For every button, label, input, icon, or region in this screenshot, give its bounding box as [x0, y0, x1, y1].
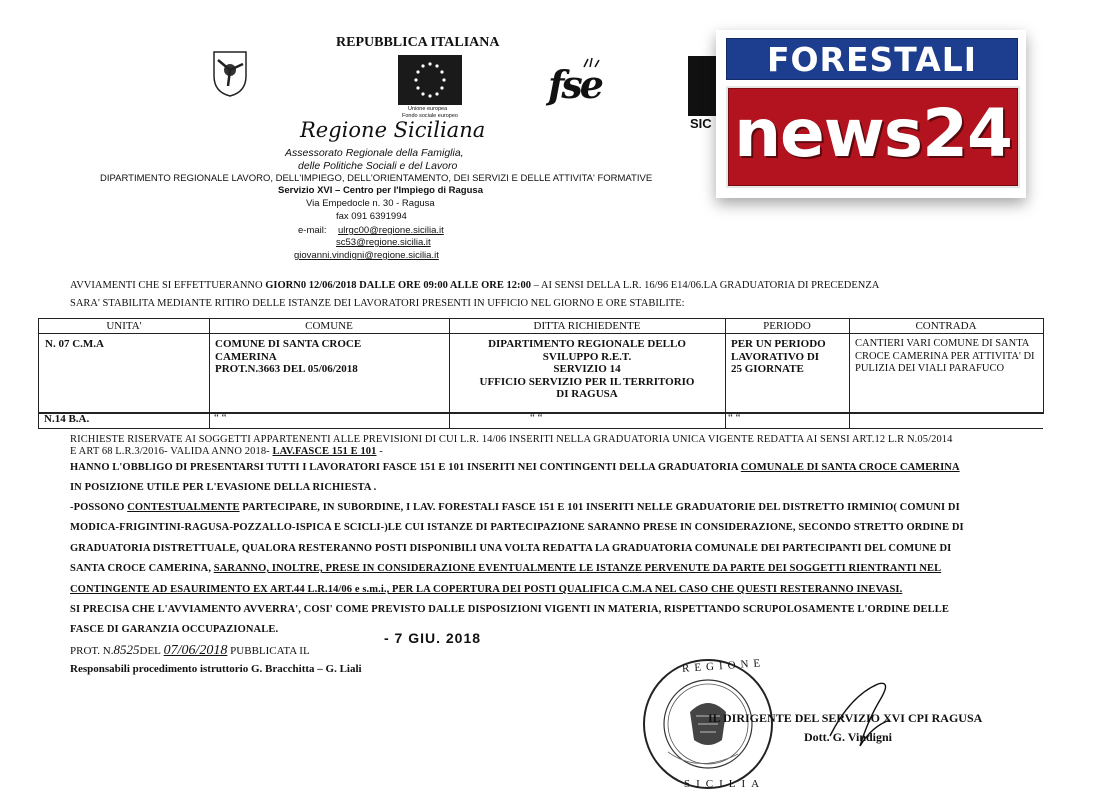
row1-ditta	[449, 338, 725, 401]
eu-caption-2: Fondo sociale europeo	[402, 113, 458, 119]
body-line-8	[70, 563, 941, 574]
republic-title: REPUBBLICA ITALIANA	[336, 35, 500, 50]
row2-ditta: “ “	[530, 412, 543, 424]
protocol-line	[70, 642, 310, 659]
body-line-3	[70, 462, 960, 473]
row1-ditta-l5: DI RAGUSA	[556, 388, 618, 400]
row2-periodo: “ “	[728, 412, 741, 424]
director-name: Dott. G. Vindigni	[804, 730, 893, 744]
row1-comune-l2: CAMERINA	[215, 350, 277, 363]
forestali-news24-logo	[716, 30, 1026, 198]
intro-post: – AI SENSI DELLA L.R. 16/96 E14/06.LA GRADUATORIA DI PRECEDENZA	[530, 280, 880, 291]
row1-periodo	[731, 338, 826, 376]
body-line-7: GRADUATORIA DISTRETTUALE, QUALORA RESTERANNO POSTI DISPONIBILI UNA VOLTA REDATTA LA GRADUATORIA COMUNALE DEI PARTECIPANTI DEL COMUNE DI	[70, 543, 952, 554]
address-line: Via Empedocle n. 30 - Ragusa	[306, 198, 435, 209]
protocol-published: PUBBLICATA IL	[230, 645, 310, 657]
email-link-1[interactable]: ulrgc00@regione.sicilia.it	[338, 225, 444, 236]
director-title: IL DIRIGENTE DEL SERVIZIO XVI CPI RAGUSA	[708, 711, 983, 725]
assignments-table	[38, 318, 1044, 414]
body-line-3-pre: HANNO L'OBBLIGO DI PRESENTARSI TUTTI I LAVORATORI FASCE 151 E 101 INSERITI NEI CONTINGENTI DELLA GRADUATORIA	[70, 462, 741, 473]
row1-ditta-l1: DIPARTIMENTO REGIONALE DELLO	[488, 338, 686, 350]
eu-caption-1: Unione europea	[408, 106, 448, 112]
body-line-5-post: PARTECIPARE, IN SUBORDINE, I LAV. FORESTALI FASCE 151 E 101 INSERITI NELLE GRADUATORIE DEL DISTRETTO IRMINIO( COMUNI DI	[239, 502, 960, 513]
header-periodo: PERIODO	[763, 320, 811, 332]
intro-date-time: GIORN0 12/06/2018 DALLE ORE 09:00 ALLE ORE 12:00	[265, 280, 531, 291]
body-line-5-contestualmente: CONTESTUALMENTE	[127, 502, 240, 513]
row1-comune-l3: PROT.N.3663 DEL 05/06/2018	[215, 363, 358, 375]
row1-contrada	[855, 338, 1035, 376]
body-line-11: FASCE DI GARANZIA OCCUPAZIONALE.	[70, 624, 279, 635]
row2-comune: “ “	[214, 412, 227, 424]
body-line-4: IN POSIZIONE UTILE PER L'EVASIONE DELLA RICHIESTA .	[70, 482, 377, 493]
assessorato-line-1: Assessorato Regionale della Famiglia,	[285, 147, 464, 159]
email-link-3[interactable]: giovanni.vindigni@regione.sicilia.it	[294, 250, 439, 261]
row1-unita: N. 07 C.M.A	[45, 338, 104, 350]
body-line-6: MODICA-FRIGINTINI-RAGUSA-POZZALLO-ISPICA E SCICLI-)LE CUI ISTANZE DI PARTECIPAZIONE SARANNO PRESE IN CONSIDERAZIONE, SECONDO STRETTO ORDINE DI	[70, 522, 964, 533]
seal-bottom-text: SICILIA	[684, 778, 766, 790]
header-comune: COMUNE	[305, 320, 353, 332]
email-label: e-mail:	[298, 225, 327, 236]
row2-unita: N.14 B.A.	[44, 413, 90, 425]
body-line-8-underlined: SARANNO, INOLTRE, PRESE IN CONSIDERAZIONE EVENTUALMENTE LE ISTANZE PERVENUTE DA PARTE DEI SOGGETTI RIENTRANTI NEL	[213, 563, 942, 574]
header-unita: UNITA'	[106, 320, 142, 332]
header-ditta: DITTA RICHIEDENTE	[533, 320, 641, 332]
body-line-9: CONTINGENTE AD ESAURIMENTO EX ART.44 L.R.14/06 e s.m.i., PER LA COPERTURA DEI POSTI QUALIFICA C.M.A NEL CASO CHE QUESTI RESTERANNO INEVASI.	[70, 584, 903, 595]
seal-top-text: REGIONE	[681, 657, 766, 675]
email-link-2[interactable]: sc53@regione.sicilia.it	[336, 237, 431, 248]
body-line-10: SI PRECISA CHE L'AVVIAMENTO AVVERRA', COSI' COME PREVISTO DALLE DISPOSIZIONI VIGENTI IN MATERIA, RISPETTANDO SCRUPOLOSAMENTE L'ORDINE DELLE	[70, 604, 949, 615]
row1-periodo-l2: LAVORATIVO DI	[731, 350, 820, 363]
fax-line: fax 091 6391994	[336, 211, 407, 222]
body-line-5	[70, 502, 960, 513]
body-line-2-post: -	[376, 446, 383, 457]
row1-contrada-l3: PULIZIA DEI VIALI PARAFUCO	[855, 363, 1005, 374]
row1-ditta-l2: SVILUPPO R.E.T.	[542, 350, 632, 363]
logo-line-2: news24	[734, 95, 1012, 172]
row1-ditta-l4: UFFICIO SERVIZIO PER IL TERRITORIO	[479, 375, 695, 388]
body-line-2-fasce: LAV.FASCE 151 E 101	[272, 446, 377, 457]
region-name: Regione Siciliana	[300, 118, 486, 142]
row1-contrada-l1: CANTIERI VARI COMUNE DI SANTA	[855, 338, 1030, 349]
fse-star-icon	[582, 54, 602, 66]
fse-logo: fse	[548, 62, 601, 107]
protocol-prefix: PROT. N.	[70, 645, 114, 657]
body-line-1: RICHIESTE RISERVATE AI SOGGETTI APPARTENENTI ALLE PREVISIONI DI CUI L.R. 14/06 INSERITI NELLA GRADUATORIA UNICA VIGENTE REDATTA AI SENSI ART.12 L.R N.05/2014	[70, 434, 953, 445]
protocol-number: 8525	[113, 642, 140, 657]
protocol-del: DEL	[139, 645, 161, 657]
body-line-2	[70, 446, 383, 457]
obscured-logo-text: SIC	[690, 116, 712, 131]
row1-contrada-l2: CROCE CAMERINA PER ATTIVITA' DI	[855, 350, 1035, 362]
row1-ditta-l3: SERVIZIO 14	[553, 363, 621, 375]
logo-line-1: FORESTALI	[766, 40, 978, 79]
responsible-officers: Responsabili procedimento istruttorio G. Bracchitta – G. Liali	[70, 663, 362, 675]
protocol-date: 07/06/2018	[163, 643, 228, 658]
intro-pre: AVVIAMENTI CHE SI EFFETTUERANNO	[70, 280, 266, 291]
eu-flag-icon	[398, 55, 462, 105]
body-line-5-pre: -POSSONO	[70, 502, 128, 513]
intro-line-1	[70, 280, 879, 291]
header-contrada: CONTRADA	[915, 320, 977, 332]
obscured-logo-fragment	[688, 56, 718, 116]
body-line-2-pre: E ART 68 L.R.3/2016- VALIDA ANNO 2018-	[70, 446, 273, 457]
row1-periodo-l3: 25 GIORNATE	[731, 363, 804, 375]
row1-periodo-l1: PER UN PERIODO	[731, 338, 826, 350]
service-line: Servizio XVI – Centro per l'Impiego di Ragusa	[278, 185, 483, 196]
row1-comune-l1: COMUNE DI SANTA CROCE	[215, 338, 362, 350]
sicily-coat-of-arms-icon	[210, 48, 250, 98]
logo-top-bar	[726, 38, 1018, 80]
assessorato-line-2: delle Politiche Sociali e del Lavoro	[298, 160, 458, 172]
logo-bottom-bar	[726, 86, 1020, 188]
row1-comune	[215, 338, 361, 376]
publication-stamp: - 7 GIU. 2018	[384, 630, 482, 646]
intro-line-2: SARA' STABILITA MEDIANTE RITIRO DELLE ISTANZE DEI LAVORATORI PRESENTI IN UFFICIO NEL GIORNO E ORE STABILITE:	[70, 298, 685, 309]
department-line: DIPARTIMENTO REGIONALE LAVORO, DELL'IMPIEGO, DELL'ORIENTAMENTO, DEI SERVIZI E DELLE ATTIVITA' FORMATIVE	[100, 173, 653, 184]
body-line-3-comune: COMUNALE DI SANTA CROCE CAMERINA	[740, 462, 960, 473]
body-line-8-pre: SANTA CROCE CAMERINA,	[70, 563, 214, 574]
